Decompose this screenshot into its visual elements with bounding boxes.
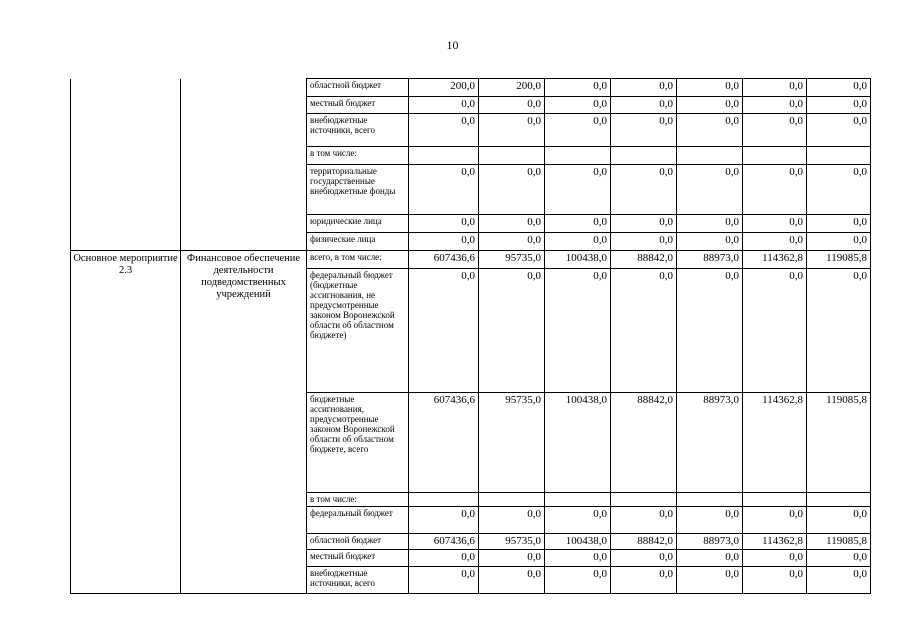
value-cell: 0,0 (409, 507, 479, 534)
value-cell: 95735,0 (479, 251, 545, 269)
value-cell: 0,0 (479, 507, 545, 534)
source-label: внебюджетные источники, всего (307, 567, 409, 594)
value-cell (807, 493, 871, 507)
value-cell: 0,0 (545, 165, 611, 215)
value-cell (611, 147, 677, 165)
prev-status-cell (71, 79, 181, 251)
value-cell: 607436,6 (409, 393, 479, 493)
value-cell: 0,0 (807, 233, 871, 251)
value-cell: 0,0 (409, 269, 479, 393)
value-cell: 0,0 (743, 215, 807, 233)
value-cell: 0,0 (545, 114, 611, 147)
value-cell: 100438,0 (545, 393, 611, 493)
value-cell: 607436,6 (409, 534, 479, 550)
value-cell: 0,0 (743, 269, 807, 393)
value-cell: 0,0 (743, 165, 807, 215)
value-cell: 0,0 (807, 507, 871, 534)
value-cell: 0,0 (611, 507, 677, 534)
value-cell: 0,0 (807, 97, 871, 114)
value-cell: 0,0 (743, 97, 807, 114)
value-cell: 0,0 (409, 567, 479, 594)
source-label: внебюджетные источники, всего (307, 114, 409, 147)
source-label: юридические лица (307, 215, 409, 233)
value-cell: 0,0 (807, 79, 871, 97)
page-number: 10 (446, 38, 459, 52)
value-cell: 607436,6 (409, 251, 479, 269)
value-cell: 0,0 (479, 215, 545, 233)
value-cell: 95735,0 (479, 534, 545, 550)
value-cell (409, 493, 479, 507)
value-cell: 0,0 (677, 215, 743, 233)
value-cell (807, 147, 871, 165)
value-cell: 0,0 (807, 215, 871, 233)
source-label: физические лица (307, 233, 409, 251)
value-cell: 0,0 (677, 165, 743, 215)
value-cell: 0,0 (611, 233, 677, 251)
value-cell (611, 493, 677, 507)
value-cell: 0,0 (545, 215, 611, 233)
value-cell: 88842,0 (611, 251, 677, 269)
value-cell: 0,0 (409, 97, 479, 114)
table-row (71, 79, 871, 97)
value-cell: 0,0 (743, 233, 807, 251)
value-cell: 200,0 (409, 79, 479, 97)
value-cell: 0,0 (677, 114, 743, 147)
value-cell: 0,0 (479, 165, 545, 215)
value-cell: 0,0 (545, 269, 611, 393)
prev-name-cell (181, 79, 307, 251)
value-cell: 0,0 (677, 550, 743, 567)
value-cell: 88842,0 (611, 534, 677, 550)
value-cell: 0,0 (409, 114, 479, 147)
value-cell: 0,0 (479, 269, 545, 393)
value-cell: 0,0 (807, 165, 871, 215)
value-cell: 0,0 (807, 550, 871, 567)
value-cell: 0,0 (677, 97, 743, 114)
value-cell (479, 147, 545, 165)
value-cell (677, 493, 743, 507)
value-cell: 0,0 (743, 550, 807, 567)
value-cell: 0,0 (479, 567, 545, 594)
value-cell: 0,0 (807, 114, 871, 147)
value-cell: 88842,0 (611, 393, 677, 493)
value-cell: 0,0 (545, 567, 611, 594)
value-cell: 0,0 (743, 114, 807, 147)
value-cell: 0,0 (479, 114, 545, 147)
value-cell: 119085,8 (807, 534, 871, 550)
value-cell (545, 147, 611, 165)
value-cell: 0,0 (743, 507, 807, 534)
source-label: бюджетные ассигнования, предусмотренные законом Воронежской области об областном бюджете, всего (307, 393, 409, 493)
value-cell: 0,0 (611, 79, 677, 97)
value-cell (545, 493, 611, 507)
value-cell: 0,0 (611, 567, 677, 594)
value-cell: 114362,8 (743, 393, 807, 493)
source-label: всего, в том числе: (307, 251, 409, 269)
value-cell: 114362,8 (743, 251, 807, 269)
table-row (71, 251, 871, 269)
value-cell: 119085,8 (807, 251, 871, 269)
source-label: областной бюджет (307, 534, 409, 550)
value-cell: 119085,8 (807, 393, 871, 493)
source-label: в том числе: (307, 493, 409, 507)
value-cell: 0,0 (545, 233, 611, 251)
value-cell: 0,0 (677, 233, 743, 251)
value-cell: 0,0 (479, 233, 545, 251)
source-label: областной бюджет (307, 79, 409, 97)
value-cell: 0,0 (677, 567, 743, 594)
value-cell: 0,0 (545, 79, 611, 97)
source-label: федеральный бюджет (307, 507, 409, 534)
value-cell: 0,0 (409, 550, 479, 567)
value-cell: 0,0 (743, 79, 807, 97)
value-cell: 0,0 (807, 567, 871, 594)
value-cell (677, 147, 743, 165)
value-cell: 0,0 (545, 97, 611, 114)
value-cell: 0,0 (611, 114, 677, 147)
source-label: местный бюджет (307, 97, 409, 114)
value-cell (409, 147, 479, 165)
value-cell: 88973,0 (677, 534, 743, 550)
value-cell: 114362,8 (743, 534, 807, 550)
value-cell: 0,0 (479, 550, 545, 567)
value-cell (743, 493, 807, 507)
value-cell: 88973,0 (677, 393, 743, 493)
budget-table (70, 78, 871, 594)
value-cell: 0,0 (611, 269, 677, 393)
value-cell: 0,0 (677, 79, 743, 97)
value-cell: 0,0 (611, 97, 677, 114)
value-cell: 95735,0 (479, 393, 545, 493)
value-cell: 0,0 (409, 233, 479, 251)
value-cell: 0,0 (545, 507, 611, 534)
value-cell: 0,0 (611, 165, 677, 215)
value-cell: 0,0 (479, 97, 545, 114)
value-cell: 0,0 (743, 567, 807, 594)
value-cell: 0,0 (677, 269, 743, 393)
value-cell: 0,0 (409, 215, 479, 233)
source-label: местный бюджет (307, 550, 409, 567)
value-cell: 0,0 (545, 550, 611, 567)
value-cell: 0,0 (611, 215, 677, 233)
value-cell: 0,0 (611, 550, 677, 567)
source-label: территориальные государственные внебюджетные фонды (307, 165, 409, 215)
measure-status: Основное мероприятие 2.3 (71, 251, 181, 594)
value-cell: 100438,0 (545, 251, 611, 269)
value-cell: 200,0 (479, 79, 545, 97)
value-cell (479, 493, 545, 507)
source-label: федеральный бюджет (бюджетные ассигнования, не предусмотренные законом Воронежской области об областном бюджете) (307, 269, 409, 393)
value-cell: 100438,0 (545, 534, 611, 550)
value-cell: 88973,0 (677, 251, 743, 269)
value-cell: 0,0 (807, 269, 871, 393)
source-label: в том числе: (307, 147, 409, 165)
value-cell: 0,0 (409, 165, 479, 215)
value-cell (743, 147, 807, 165)
value-cell: 0,0 (677, 507, 743, 534)
measure-name: Финансовое обеспечение деятельности подведомственных учреждений (181, 251, 307, 594)
